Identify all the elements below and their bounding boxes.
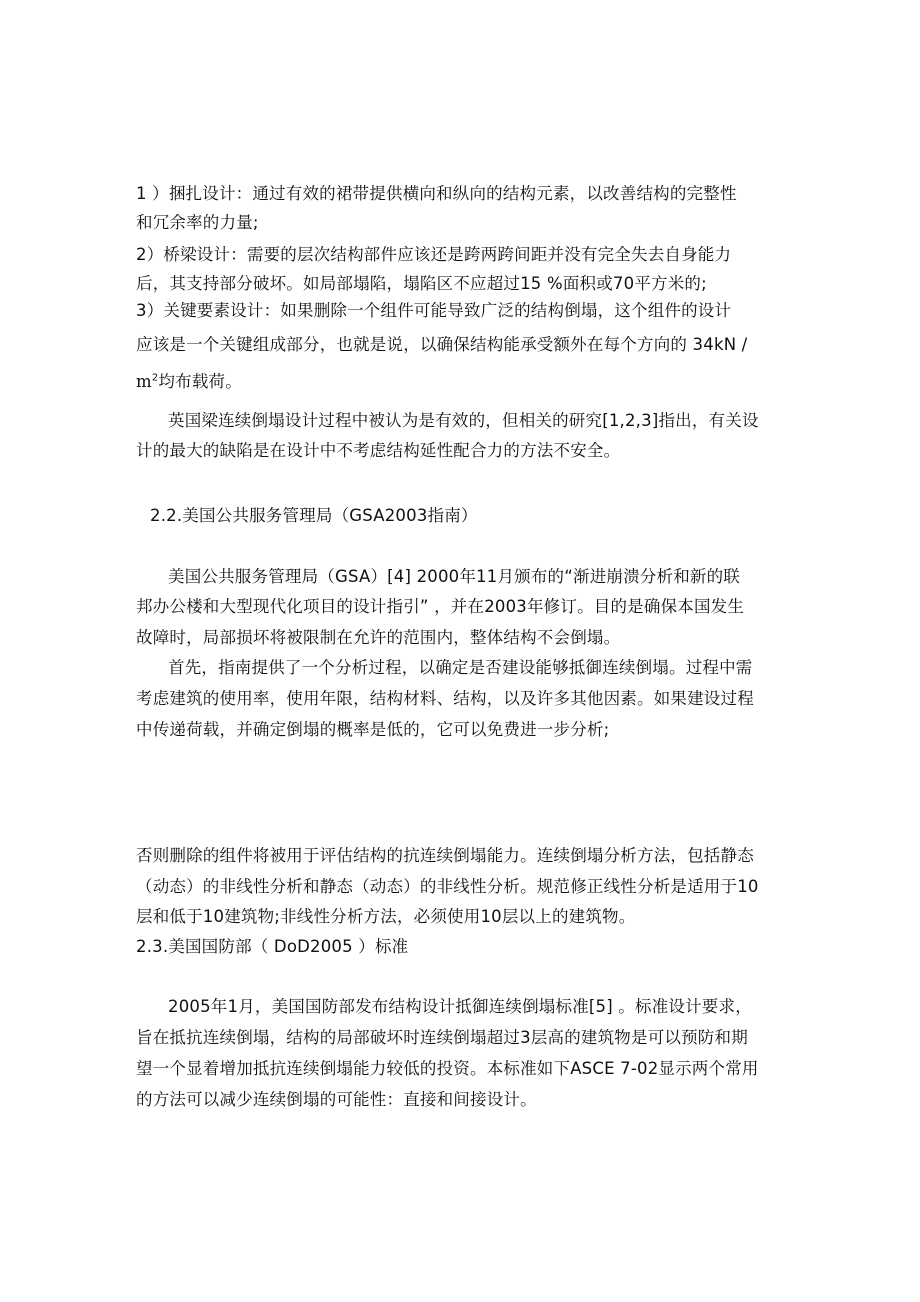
unit-m: m (136, 372, 152, 391)
first-paragraph-line-3: 中传递荷载，并确定倒塌的概率是低的，它可以免费进一步分析; (136, 720, 610, 739)
else-paragraph-line-3: 层和低于10建筑物;非线性分析方法，必须使用10层以上的建筑物。 (136, 907, 636, 926)
else-paragraph-line-2: （动态）的非线性分析和静态（动态）的非线性分析。规范修正线性分析是适用于10 (136, 877, 759, 896)
item-1-line-1: 1 ）捆扎设计：通过有效的裙带提供横向和纵向的结构元素，以改善结构的完整性 (136, 184, 737, 203)
item-3-line-1: 3）关键要素设计：如果删除一个组件可能导致广泛的结构倒塌，这个组件的设计 (136, 301, 732, 320)
unit-superscript: 2 (151, 372, 159, 384)
else-paragraph-line-1: 否则删除的组件将被用于评估结构的抗连续倒塌能力。连续倒塌分析方法，包括静态 (136, 846, 754, 865)
dod-paragraph-line-2: 旨在抵抗连续倒塌，结构的局部破坏时连续倒塌超过3层高的建筑物是可以预防和期 (136, 1028, 748, 1047)
item-2-line-2: 后，其支持部分破坏。如局部塌陷，塌陷区不应超过15 %面积或70平方米的; (136, 274, 707, 293)
gsa-paragraph-line-2: 邦办公楼和大型现代化项目的设计指引” ，并在2003年修订。目的是确保本国发生 (136, 597, 745, 616)
item-3-line-2: 应该是一个关键组成部分，也就是说，以确保结构能承受额外在每个方向的 34kN / (136, 335, 748, 354)
item-3-line-3 (136, 371, 242, 393)
uniform-load-text: 均布载荷。 (158, 372, 242, 391)
first-paragraph-line-2: 考虑建筑的使用率，使用年限，结构材料、结构，以及许多其他因素。如果建设过程 (136, 689, 754, 708)
dod-paragraph-line-4: 的方法可以减少连续倒塌的可能性：直接和间接设计。 (136, 1090, 537, 1109)
gsa-paragraph-line-3: 故障时，局部损坏将被限制在允许的范围内，整体结构不会倒塌。 (136, 628, 621, 647)
section-2-2-heading: 2.2.美国公共服务管理局（GSA2003指南） (150, 506, 478, 525)
gsa-paragraph-line-1: 美国公共服务管理局（GSA）[4] 2000年11月颁布的“渐进崩溃分析和新的联 (168, 567, 741, 586)
uk-paragraph-line-2: 计的最大的缺陷是在设计中不考虑结构延性配合力的方法不安全。 (136, 441, 621, 460)
dod-paragraph-line-1: 2005年1月，美国国防部发布结构设计抵御连续倒塌标准[5] 。标准设计要求， (168, 997, 752, 1016)
uk-paragraph-line-1: 英国梁连续倒塌设计过程中被认为是有效的，但相关的研究[1,2,3]指出，有关设 (168, 411, 759, 430)
item-2-line-1: 2）桥梁设计：需要的层次结构部件应该还是跨两跨间距并没有完全失去自身能力 (136, 245, 732, 264)
section-2-3-heading: 2.3.美国国防部（ DoD2005 ）标准 (136, 937, 409, 956)
first-paragraph-line-1: 首先，指南提供了一个分析过程，以确定是否建设能够抵御连续倒塌。过程中需 (168, 658, 753, 677)
dod-paragraph-line-3: 望一个显着增加抵抗连续倒塌能力较低的投资。本标准如下ASCE 7-02显示两个常用 (136, 1059, 759, 1078)
item-1-line-2: 和冗余率的力量; (136, 213, 259, 232)
